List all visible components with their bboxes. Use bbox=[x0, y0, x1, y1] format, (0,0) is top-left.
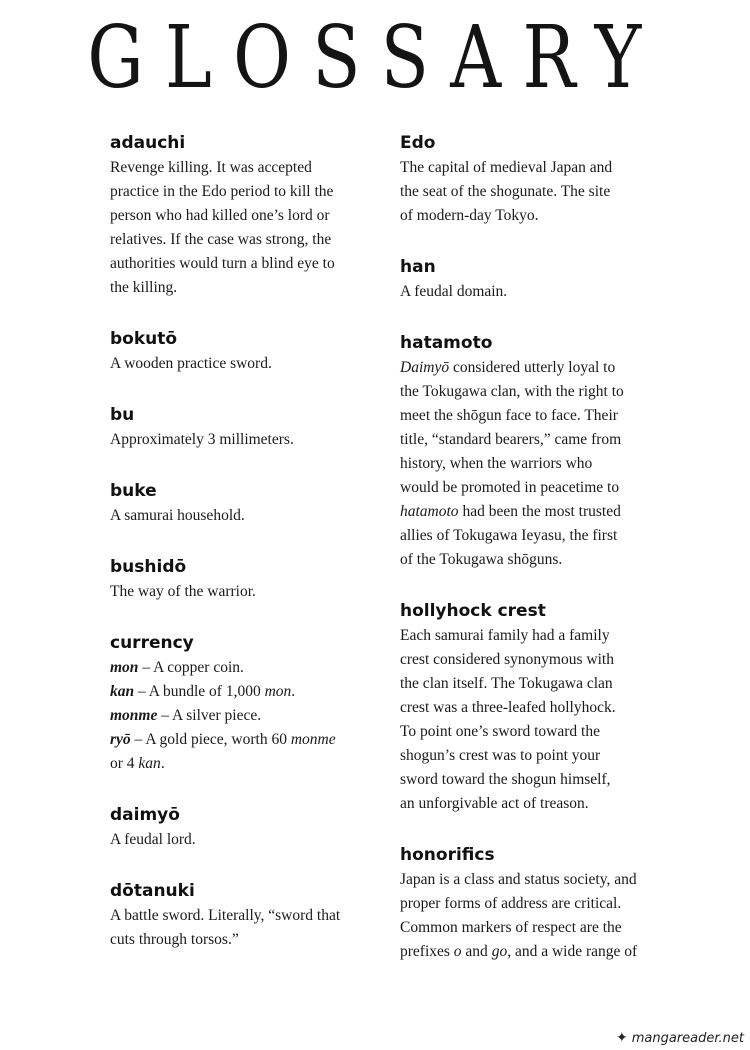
def-line: cuts through torsos.” bbox=[110, 931, 239, 948]
entry-adauchi bbox=[110, 132, 360, 300]
def-line: the clan itself. The Tokugawa clan bbox=[400, 675, 613, 692]
definition-hatamoto bbox=[400, 356, 650, 572]
def-line: authorities would turn a blind eye to bbox=[110, 255, 335, 272]
def-line: allies of Tokugawa Ieyasu, the first bbox=[400, 527, 618, 544]
term-kan: kan bbox=[110, 683, 135, 700]
def-line: Japan is a class and status society, and bbox=[400, 871, 637, 888]
entry-buke bbox=[110, 480, 360, 528]
term-bokuto: bokutō bbox=[110, 329, 178, 349]
def-line: prefixes o and go, and a wide range of bbox=[400, 943, 638, 960]
watermark-text: mangareader.net bbox=[631, 1030, 744, 1046]
term-mon: mon bbox=[110, 659, 139, 676]
def-line: history, when the warriors who bbox=[400, 455, 593, 472]
definition-buke bbox=[110, 504, 360, 528]
def-line: practice in the Edo period to kill the bbox=[110, 183, 334, 200]
def-line: hatamoto had been the most trusted bbox=[400, 503, 621, 520]
entry-hatamoto bbox=[400, 332, 650, 572]
def-line: To point one’s sword toward the bbox=[400, 723, 600, 740]
term-bu: bu bbox=[110, 405, 135, 425]
entry-hollyhock-crest bbox=[400, 600, 650, 816]
entry-honorifics bbox=[400, 844, 650, 964]
definition-bu bbox=[110, 428, 360, 452]
def-line: The way of the warrior. bbox=[110, 583, 256, 600]
def-line: Approximately 3 millimeters. bbox=[110, 431, 294, 448]
entry-dotanuki bbox=[110, 880, 360, 952]
definition-bushido bbox=[110, 580, 360, 604]
definition-hollyhock-crest bbox=[400, 624, 650, 816]
def-line: A battle sword. Literally, “sword that bbox=[110, 907, 341, 924]
manga-logo-icon: ✦ bbox=[616, 1030, 628, 1046]
currency-kan: kan – A bundle of 1,000 mon. bbox=[110, 683, 296, 700]
definition-han bbox=[400, 280, 650, 304]
def-line: Each samurai family had a family bbox=[400, 627, 610, 644]
definition-adauchi bbox=[110, 156, 360, 300]
term-bushido: bushidō bbox=[110, 557, 187, 577]
definition-edo bbox=[400, 156, 650, 228]
def-line: would be promoted in peacetime to bbox=[400, 479, 620, 496]
entry-bokuto bbox=[110, 328, 360, 376]
def-line: A wooden practice sword. bbox=[110, 355, 272, 372]
def-line: meet the shōgun face to face. Their bbox=[400, 407, 618, 424]
entry-bu bbox=[110, 404, 360, 452]
def-line: the killing. bbox=[110, 279, 178, 296]
glossary-right-column bbox=[400, 132, 650, 992]
def-line: A feudal domain. bbox=[400, 283, 508, 300]
def-line: crest was a three-leafed hollyhock. bbox=[400, 699, 616, 716]
def-line: of the Tokugawa shōguns. bbox=[400, 551, 563, 568]
page-title: GLOSSARY bbox=[87, 8, 663, 108]
def-line: A samurai household. bbox=[110, 507, 245, 524]
def-line: Common markers of respect are the bbox=[400, 919, 622, 936]
def-line: Revenge killing. It was accepted bbox=[110, 159, 312, 176]
site-watermark bbox=[616, 1030, 744, 1046]
def-line: A feudal lord. bbox=[110, 831, 196, 848]
entry-bushido bbox=[110, 556, 360, 604]
def-line: relatives. If the case was strong, the bbox=[110, 231, 332, 248]
def-line: The capital of medieval Japan and bbox=[400, 159, 613, 176]
definition-currency bbox=[110, 656, 360, 776]
term-dotanuki: dōtanuki bbox=[110, 881, 195, 901]
term-buke: buke bbox=[110, 481, 157, 501]
term-currency: currency bbox=[110, 633, 194, 653]
definition-honorifics bbox=[400, 868, 650, 964]
term-monme: monme bbox=[110, 707, 158, 724]
term-hatamoto: hatamoto bbox=[400, 333, 493, 353]
def-line: title, “standard bearers,” came from bbox=[400, 431, 622, 448]
def-line: person who had killed one’s lord or bbox=[110, 207, 330, 224]
def-line: sword toward the shogun himself, bbox=[400, 771, 611, 788]
def-line: of modern-day Tokyo. bbox=[400, 207, 539, 224]
term-han: han bbox=[400, 257, 436, 277]
def-line: an unforgivable act of treason. bbox=[400, 795, 589, 812]
def-line: crest considered synonymous with bbox=[400, 651, 614, 668]
term-honorifics: honorifics bbox=[400, 845, 495, 865]
glossary-left-column bbox=[110, 132, 360, 980]
entry-edo bbox=[400, 132, 650, 228]
term-edo: Edo bbox=[400, 133, 436, 153]
definition-dotanuki bbox=[110, 904, 360, 952]
def-line: shogun’s crest was to point your bbox=[400, 747, 601, 764]
entry-daimyo bbox=[110, 804, 360, 852]
term-ryo: ryō bbox=[110, 731, 131, 748]
term-daimyo: daimyō bbox=[110, 805, 180, 825]
currency-mon: mon – A copper coin. bbox=[110, 659, 244, 676]
definition-daimyo bbox=[110, 828, 360, 852]
entry-currency bbox=[110, 632, 360, 776]
entry-han bbox=[400, 256, 650, 304]
currency-monme: monme – A silver piece. bbox=[110, 707, 262, 724]
def-line: the Tokugawa clan, with the right to bbox=[400, 383, 624, 400]
def-line: proper forms of address are critical. bbox=[400, 895, 622, 912]
def-line: Daimyō considered utterly loyal to bbox=[400, 359, 616, 376]
term-adauchi: adauchi bbox=[110, 133, 186, 153]
definition-bokuto bbox=[110, 352, 360, 376]
currency-ryo: ryō – A gold piece, worth 60 monme bbox=[110, 731, 336, 748]
term-hollyhock-crest: hollyhock crest bbox=[400, 601, 546, 621]
currency-ryo-cont: or 4 kan. bbox=[110, 755, 165, 772]
def-line: the seat of the shogunate. The site bbox=[400, 183, 611, 200]
